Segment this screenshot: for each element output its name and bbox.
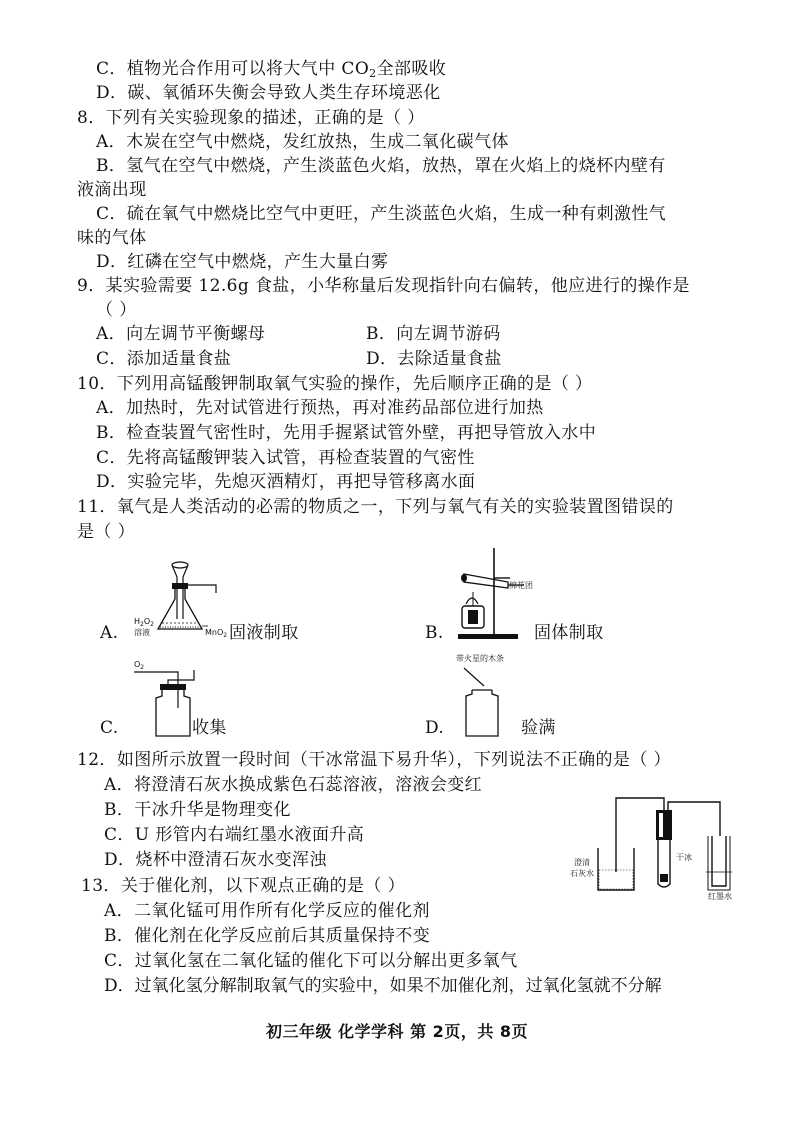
q11-a-mno2-label: MnO$_2$: [205, 628, 228, 639]
q11-option-a-text: 固液制取: [229, 623, 299, 643]
q9-option-b: B．向左调节游码: [366, 324, 501, 344]
q9-option-a: A．向左调节平衡螺母: [96, 324, 266, 344]
q11-c-o2-label: $O_2$: [134, 660, 145, 671]
q12-option-c: C．U 形管内右端红墨水液面升高: [104, 825, 365, 845]
q8-option-b: B．氢气在空气中燃烧，产生淡蓝色火焰，放热，罩在火焰上的烧杯内壁有: [96, 156, 666, 176]
q10-option-d: D．实验完毕，先熄灭酒精灯，再把导管移离水面: [96, 472, 476, 492]
q11-d-splint-label: 带火星的木条: [456, 654, 504, 663]
q12-option-b: B．干冰升华是物理变化: [104, 800, 291, 820]
q7-option-d: D．碳、氧循环失衡会导致人类生存环境恶化: [96, 83, 441, 103]
q11-option-d-text: 验满: [521, 718, 556, 738]
q10-option-c: C．先将高锰酸钾装入试管，再检查装置的气密性: [96, 448, 475, 468]
q12-option-a: A．将澄清石灰水换成紫色石蕊溶液，溶液会变红: [104, 775, 483, 795]
q11-option-a-letter: A.: [100, 623, 119, 643]
q11-stem: 11．氧气是人类活动的必需的物质之一，下列与氧气有关的实验装置图错误的: [77, 497, 674, 517]
q10-option-a: A．加热时，先对试管进行预热，再对准药品部位进行加热: [96, 398, 544, 418]
q12-figure: [594, 786, 744, 896]
q11-option-c-letter: C.: [100, 718, 119, 738]
q8-stem: 8．下列有关实验现象的描述，正确的是（ ）: [77, 108, 425, 128]
q12-stem: 12．如图所示放置一段时间（干冰常温下易升华），下列说法不正确的是（ ）: [77, 750, 671, 770]
q11-figure-d: [458, 664, 508, 740]
q13-option-b: B．催化剂在化学反应前后其质量保持不变: [104, 926, 431, 946]
q9-option-d: D．去除适量食盐: [366, 349, 502, 369]
q13-option-a: A．二氧化锰可用作所有化学反应的催化剂: [104, 901, 430, 921]
q13-stem: 13．关于催化剂，以下观点正确的是（ ）: [81, 876, 406, 896]
q11-b-cotton-label: 棉花团: [509, 581, 533, 590]
q11-option-b-letter: B.: [425, 623, 444, 643]
q12-fig-dryice-label: 干冰: [676, 853, 692, 862]
q12-option-d: D．烧杯中澄清石灰水变浑浊: [104, 850, 327, 870]
q10-stem: 10．下列用高锰酸钾制取氧气实验的操作，先后顺序正确的是（ ）: [77, 374, 593, 394]
q9-stem: 9．某实验需要 12.6g 食盐，小华称量后发现指针向右偏转，他应进行的操作是: [77, 276, 690, 296]
q12-fig-redink-label: 红墨水: [708, 892, 732, 901]
q8-option-a: A．木炭在空气中燃烧，发红放热，生成二氧化碳气体: [96, 132, 509, 152]
q11-stem-cont: 是（ ）: [77, 522, 136, 542]
q12-fig-limewater-label-2: 石灰水: [570, 869, 594, 878]
q11-figure-b: [452, 548, 532, 644]
page-footer: 初三年级 化学学科 第 2页，共 8页: [265, 1022, 529, 1041]
q8-option-c-cont: 味的气体: [77, 228, 147, 248]
q8-option-d: D．红磷在空气中燃烧，产生大量白雾: [96, 252, 389, 272]
q9-stem-cont: （ ）: [96, 300, 137, 320]
q11-option-d-letter: D.: [425, 718, 445, 738]
q11-a-solution-label: 溶液: [134, 628, 150, 637]
q11-option-b-text: 固体制取: [534, 623, 604, 643]
q7-option-c: C．植物光合作用可以将大气中 $CO_2$全部吸收: [96, 59, 447, 80]
q10-option-b: B．检查装置气密性时，先用手握紧试管外壁，再把导管放入水中: [96, 423, 597, 443]
q12-fig-limewater-label-1: 澄清: [574, 858, 590, 867]
q11-a-h2o2-label: $H_2O_2$: [134, 617, 154, 628]
q13-option-c: C．过氧化氢在二氧化锰的催化下可以分解出更多氧气: [104, 951, 518, 971]
q13-option-d: D．过氧化氢分解制取氧气的实验中，如果不加催化剂，过氧化氢就不分解: [104, 976, 662, 996]
q11-option-c-text: 收集: [192, 718, 227, 738]
q9-option-c: C．添加适量食盐: [96, 349, 232, 369]
q8-option-c: C．硫在氧气中燃烧比空气中更旺，产生淡蓝色火焰，生成一种有刺激性气: [96, 204, 667, 224]
q8-option-b-cont: 液滴出现: [77, 180, 147, 200]
